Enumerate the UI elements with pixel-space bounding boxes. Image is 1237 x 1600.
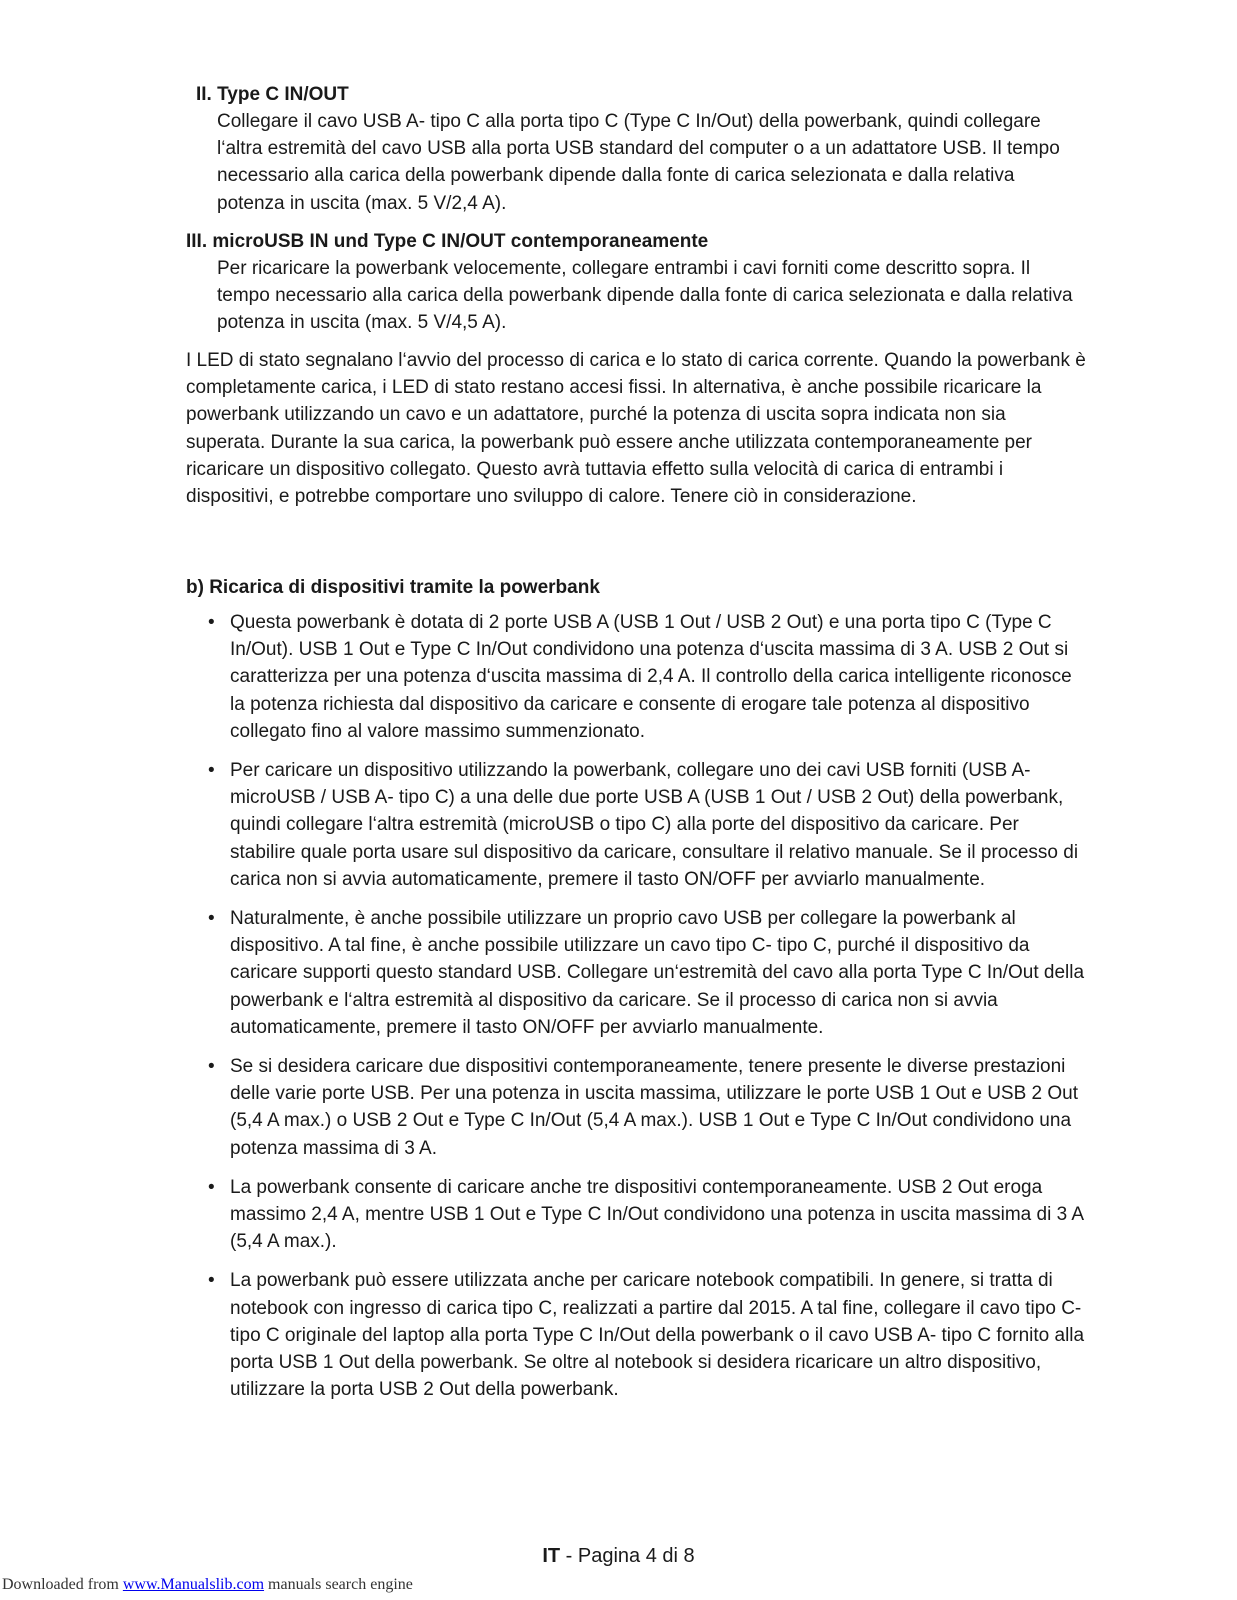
list-item bbox=[206, 1053, 1086, 1162]
type-c-paragraph: Collegare il cavo USB A- tipo C alla porta tipo C (Type C In/Out) della powerbank, quindi collegare l‘altra estremità del cavo USB alla porta USB standard del computer o a un adattatore USB. Il tempo necessario alla carica della powerbank dipende dalla fonte di carica selezionata e dalla relativa potenza in uscita (max. 5 V/2,4 A). bbox=[217, 111, 1060, 214]
bullet-icon: • bbox=[208, 1176, 215, 1198]
bullet-text: Se si desidera caricare due dispositivi contemporaneamente, tenere presente le diverse prestazioni delle varie porte USB. Per una potenza in uscita massima, utilizzare le porte USB 1 Out e USB 2 Out (5,4 A max.) o USB 2 Out e Type C In/Out (5,4 A max.). USB 1 Out e Type C In/Out condividono una potenza massima di 3 A. bbox=[230, 1056, 1079, 1159]
language-code: IT bbox=[542, 1545, 561, 1567]
bullet-icon: • bbox=[208, 760, 215, 782]
manualslib-link[interactable]: www.Manualslib.com bbox=[122, 1576, 265, 1593]
list-item bbox=[206, 757, 1086, 893]
list-item bbox=[206, 1267, 1086, 1403]
list-item bbox=[206, 1174, 1086, 1256]
bullet-icon: • bbox=[208, 1056, 215, 1078]
bullet-text: La powerbank consente di caricare anche tre dispositivi contemporaneamente. USB 2 Out eroga massimo 2,4 A, mentre USB 1 Out e Type C In/Out condividono una potenza in uscita massima di 3 A (5,4 A max.). bbox=[230, 1176, 1083, 1253]
led-status-paragraph: I LED di stato segnalano l‘avvio del processo di carica e lo stato di carica corrente. Quando la powerbank è completamente carica, i LED di stato restano accesi fissi. In alternativa, è anche possibile ricaricare la powerbank utilizzando un cavo e un adattatore, purché la potenza di uscita sopra indicata non sia superata. Durante la sua carica, la powerbank può essere anche utilizzata contemporaneamente per ricaricare un dispositivo collegato. Questo avrà tuttavia effetto sulla velocità di carica di entrambi i dispositivi, e potrebbe comportare uno sviluppo di calore. Tenere ciò in considerazione. bbox=[186, 350, 1086, 508]
list-item bbox=[206, 905, 1086, 1041]
type-c-heading: II. Type C IN/OUT bbox=[196, 84, 349, 105]
download-prefix: Downloaded from bbox=[2, 1576, 123, 1593]
micro-usb-heading: III. microUSB IN und Type C IN/OUT contemporaneamente bbox=[186, 231, 709, 252]
micro-usb-paragraph: Per ricaricare la powerbank velocemente, collegare entrambi i cavi forniti come descritto sopra. Il tempo necessario alla carica della powerbank dipende dalla fonte di carica selezionata e dalla relativa potenza in uscita (max. 5 V/4,5 A). bbox=[217, 258, 1073, 334]
bullet-list bbox=[206, 609, 1086, 1415]
bullet-icon: • bbox=[208, 612, 215, 633]
section-b-heading: b) Ricarica di dispositivi tramite la powerbank bbox=[186, 577, 600, 598]
bullet-icon: • bbox=[208, 908, 215, 930]
list-item bbox=[206, 609, 1086, 745]
page-footer bbox=[0, 1544, 1237, 1568]
download-suffix: manuals search engine bbox=[264, 1576, 413, 1593]
bullet-text: La powerbank può essere utilizzata anche per caricare notebook compatibili. In genere, si tratta di notebook con ingresso di carica tipo C, realizzati a partire dal 2015. A tal fine, collegare il cavo tipo C- tipo C originale del laptop alla porta Type C In/Out della powerbank o il cavo USB A- tipo C fornito alla porta USB 1 Out della powerbank. Se oltre al notebook si desidera ricaricare un altro dispositivo, utilizzare la porta USB 2 Out della powerbank. bbox=[230, 1270, 1085, 1401]
page-number: - Pagina 4 di 8 bbox=[560, 1545, 695, 1567]
bullet-icon: • bbox=[208, 1270, 215, 1292]
download-banner bbox=[2, 1575, 413, 1595]
bullet-text: Per caricare un dispositivo utilizzando la powerbank, collegare uno dei cavi USB forniti (USB A- microUSB / USB A- tipo C) a una delle due porte USB A (USB 1 Out / USB 2 Out) della powerbank, quindi collegare l‘altra estremità (microUSB o tipo C) alla porte del dispositivo da caricare. Per stabilire quale porta usare sul dispositivo da caricare, consultare il relativo manuale. Se il processo di carica non si avvia automaticamente, premere il tasto ON/OFF per avviarlo manualmente. bbox=[230, 760, 1079, 890]
bullet-text: Questa powerbank è dotata di 2 porte USB A (USB 1 Out / USB 2 Out) e una porta tipo C (Type C In/Out). USB 1 Out e Type C In/Out condividono una potenza d‘uscita massima di 3 A. USB 2 Out si caratterizza per una potenza d‘uscita massima di 2,4 A. Il controllo della carica intelligente riconosce la potenza richiesta dal dispositivo da caricare e consente di erogare tale potenza al dispositivo collegato fino al valore massimo summenzionato. bbox=[230, 612, 1072, 742]
bullet-text: Naturalmente, è anche possibile utilizzare un proprio cavo USB per collegare la powerbank al dispositivo. A tal fine, è anche possibile utilizzare un cavo tipo C- tipo C, purché il dispositivo da caricare supporti questo standard USB. Collegare un‘estremità del cavo alla porta Type C In/Out della powerbank e l‘altra estremità al dispositivo da caricare. Se il processo di carica non si avvia automaticamente, premere il tasto ON/OFF per avviarlo manualmente. bbox=[230, 908, 1085, 1038]
